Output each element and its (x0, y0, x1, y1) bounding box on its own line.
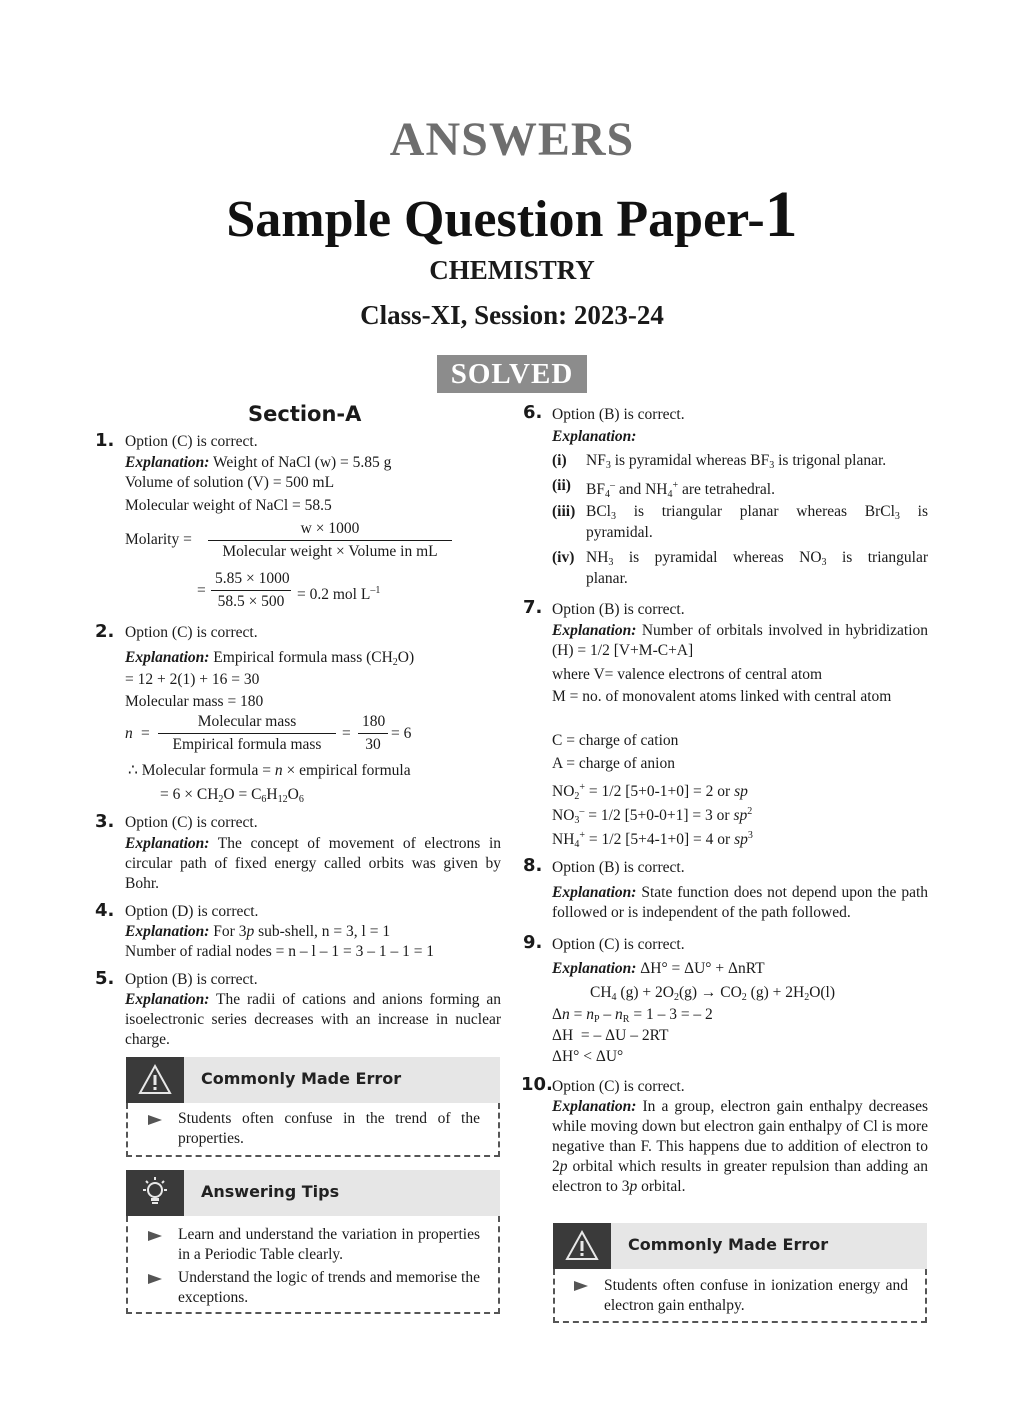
q7-r1c: + (579, 782, 586, 793)
q6-exp-label: Explanation: (552, 428, 637, 445)
q7-r3e: sp (734, 831, 748, 848)
q2-l6g: O (287, 786, 299, 803)
q6-ii-text (586, 476, 775, 505)
error-box-1-bullet-icon (148, 1115, 162, 1125)
q8-option: Option (B) is correct. (552, 859, 685, 876)
q4-option: Option (D) is correct. (125, 903, 259, 920)
q2-option: Option (C) is correct. (125, 624, 258, 641)
q7-text: Number of orbitals involved in hybridization (H) = 1/2 [V+M-C+A] (552, 622, 928, 659)
q9-l3f: – (599, 1006, 616, 1023)
q9-l3b: n (561, 1006, 570, 1023)
q2-l6c: O = C (223, 786, 262, 803)
error-box-1-icon-block (126, 1057, 184, 1103)
q9-l3i: = 1 – 3 = – 2 (629, 1006, 713, 1023)
q6-number: 6. (523, 402, 543, 423)
q9-option: Option (C) is correct. (552, 936, 685, 953)
q9-l3e: P (593, 1014, 600, 1025)
q10-option: Option (C) is correct. (552, 1078, 685, 1095)
q4-line-2: Number of radial nodes = n – l – 1 = 3 – 1 – 1 = 1 (125, 943, 435, 960)
q10-text-e: orbital. (637, 1178, 686, 1195)
error-box-2-item-1: Students often confuse in ionization energy and electron gain enthalpy. (604, 1277, 908, 1314)
q6-iii-c: is triangular planar whereas BrCl (615, 503, 895, 520)
q2-frac2-num: 180 (358, 713, 388, 734)
q2-frac1-num: Molecular mass (158, 713, 336, 734)
q5-text: The radii of cations and anions forming an isoelectronic series decreases with an increase in nuclear charge. (125, 991, 501, 1048)
q7-r2e: sp (733, 807, 748, 824)
q1-fraction-2 (211, 570, 291, 611)
q7-number: 7. (523, 597, 543, 618)
q2-result: = 6 (391, 725, 412, 742)
q6-iii-b: 3 (610, 511, 616, 522)
q2-line-3: Molecular mass = 180 (125, 693, 264, 710)
q7-r2a: NO (552, 807, 575, 824)
q9-line-5: ΔH° < ΔU° (552, 1048, 624, 1065)
q6-i-b: 3 (605, 460, 611, 471)
q2-l6h: 6 (298, 794, 304, 805)
answers-heading: ANSWERS (389, 113, 635, 166)
error-box-1-title: Commonly Made Error (201, 1069, 402, 1088)
q6-i-text (586, 451, 886, 476)
q7-r1d: = 1/2 [5+0-1+0] = 2 or (585, 783, 735, 800)
lightbulb-icon (138, 1176, 172, 1210)
q5-number: 5. (95, 968, 115, 989)
q2-line-2: = 12 + 2(1) + 16 = 30 (125, 671, 260, 688)
q6-ii-c: – (609, 480, 615, 491)
q1-frac1-den: Molecular weight × Volume in mL (222, 543, 438, 560)
q2-n-label: n (125, 725, 133, 742)
tips-box-item-1: Learn and understand the variation in properties in a Periodic Table clearly. (178, 1226, 480, 1263)
q1-frac2-num: 5.85 × 1000 (211, 570, 291, 591)
q3-explanation (125, 834, 501, 894)
q7-exp-label: Explanation: (552, 622, 637, 639)
tips-box-title: Answering Tips (201, 1182, 340, 1201)
error-box-2-bullet-icon (574, 1281, 588, 1291)
q7-line-a: A = charge of anion (552, 755, 675, 772)
q7-line-c: C = charge of cation (552, 732, 679, 749)
warning-icon (565, 1229, 599, 1263)
q6-i-e: is trigonal planar. (774, 452, 887, 469)
q7-r2b: 3 (574, 815, 580, 826)
q6-iv-c: is pyramidal whereas NO (613, 549, 822, 566)
q1-line-3: Molecular weight of NaCl = 58.5 (125, 497, 332, 514)
q6-iii-e: is (899, 503, 928, 520)
error-box-1-header (126, 1057, 500, 1103)
q7-r1b: 2 (574, 791, 580, 802)
q6-ii-label: (ii) (552, 477, 571, 494)
q9-exp-label: Explanation: (552, 960, 637, 977)
paper-title-text: Sample Question Paper- (226, 191, 765, 248)
q10-explanation (552, 1097, 928, 1197)
tips-box-bullet-icon-2 (148, 1274, 162, 1284)
q2-fraction-2 (358, 713, 388, 754)
q7-r1a: NO (552, 783, 575, 800)
q9-l2i: O(l) (809, 984, 836, 1001)
q6-iii-d: 3 (894, 511, 900, 522)
q2-l5c: × empirical formula (282, 762, 411, 779)
q1-line-1 (125, 453, 391, 473)
q7-r3a: NH (552, 831, 575, 848)
q1-frac2-den: 58.5 × 500 (217, 593, 285, 610)
q10-text-d: p (629, 1178, 638, 1195)
q7-r3b: 4 (574, 839, 580, 850)
tips-box-bullet-icon-1 (148, 1231, 162, 1241)
q9-l3h: R (622, 1014, 630, 1025)
q9-l2e: (g) → CO (678, 984, 742, 1001)
q4-l1b: p (246, 923, 255, 940)
q7-line-m: M = no. of monovalent atoms linked with central atom (552, 688, 892, 705)
q2-eq-2: = (342, 725, 351, 742)
tips-box-item-2: Understand the logic of trends and memorise the exceptions. (178, 1269, 480, 1306)
q3-option: Option (C) is correct. (125, 814, 258, 831)
q6-option: Option (B) is correct. (552, 406, 685, 423)
error-box-1-item-1: Students often confuse in the trend of the properties. (178, 1110, 480, 1147)
q1-result (297, 581, 380, 605)
q1-molarity-label: Molarity = (125, 531, 192, 548)
warning-icon (138, 1063, 172, 1097)
q6-ii-f: + (672, 480, 679, 491)
q6-iv-e: is triangular (826, 549, 928, 566)
q1-result-sup: –1 (370, 585, 381, 596)
q8-exp-label: Explanation: (552, 884, 637, 901)
error-box-2-title: Commonly Made Error (628, 1235, 829, 1254)
q6-iv-text (586, 548, 928, 573)
q2-l6d: 6 (261, 794, 267, 805)
q5-exp-label: Explanation: (125, 991, 210, 1008)
q1-exp-label: Explanation: (125, 454, 210, 471)
q1-line-2: Volume of solution (V) = 500 mL (125, 474, 335, 491)
q2-exp-label: Explanation: (125, 649, 210, 666)
q5-explanation (125, 990, 501, 1050)
q9-line-1 (552, 959, 765, 979)
q2-l1: Empirical formula mass (CH (213, 649, 393, 666)
q6-ii-b: 4 (604, 489, 610, 500)
q9-l3c: = (569, 1006, 587, 1023)
q2-l6b: 2 (218, 794, 224, 805)
q9-l2c: (g) + 2O (616, 984, 674, 1001)
q2-l5b: n (274, 762, 283, 779)
q1-eq: = (197, 582, 206, 599)
q7-r1e: sp (734, 783, 748, 800)
q6-ii-d: and NH (614, 481, 668, 498)
q10-exp-label: Explanation: (552, 1098, 637, 1115)
q10-text-c: orbital which results in greater repulsion than adding an electron to 3 (552, 1158, 928, 1195)
q6-i-c: is pyramidal whereas BF (610, 452, 770, 469)
q6-iii-a: BCl (586, 503, 611, 520)
q8-explanation (552, 883, 928, 923)
q9-l3d: n (586, 1006, 594, 1023)
q6-ii-e: 4 (667, 489, 673, 500)
q1-frac1-num: w × 1000 (208, 520, 452, 541)
q9-l2d: 2 (673, 992, 679, 1003)
q2-line-5 (128, 761, 411, 781)
section-heading: Section-A (248, 402, 362, 426)
q2-n-eq: = (141, 725, 150, 742)
q7-r2d: = 1/2 [5+0-0+1] = 3 or (584, 807, 734, 824)
q7-option: Option (B) is correct. (552, 601, 685, 618)
q10-text-a: In a group, electron gain enthalpy decreases while moving down but electron gain enthalpy of Cl is more negative than F. This happens due to addition of electron to 2 (552, 1098, 928, 1175)
q4-number: 4. (95, 900, 115, 921)
q2-fraction-1 (158, 713, 336, 754)
q8-number: 8. (523, 855, 543, 876)
q2-frac1-den: Empirical formula mass (172, 736, 322, 753)
q2-number: 2. (95, 621, 115, 642)
q1-option: Option (C) is correct. (125, 433, 258, 450)
q2-frac2-den: 30 (365, 736, 381, 753)
q1-l1: Weight of NaCl (w) = 5.85 g (213, 454, 392, 471)
q2-l6e: H (266, 786, 278, 803)
q9-l2h: 2 (804, 992, 810, 1003)
q2-l6f: 12 (277, 794, 288, 805)
q9-l3g: n (615, 1006, 623, 1023)
q2-l1-sub: 2 (392, 657, 398, 668)
q7-r3c: + (579, 830, 586, 841)
solved-badge: SOLVED (437, 355, 587, 393)
q7-explanation (552, 621, 928, 661)
q6-iv-b: 3 (608, 557, 614, 568)
q7-line-v: where V= valence electrons of central atom (552, 666, 823, 683)
q6-ii-a: BF (586, 481, 605, 498)
paper-title (0, 180, 1024, 255)
q6-iv-d: 3 (821, 557, 827, 568)
q7-r2f: 2 (747, 806, 753, 817)
q2-l1-end: O) (397, 649, 415, 666)
q6-i-a: NF (586, 452, 606, 469)
q2-line-6 (160, 785, 304, 810)
q9-number: 9. (523, 932, 543, 953)
q4-line-1 (125, 922, 390, 942)
q7-r3f: 3 (747, 830, 753, 841)
q2-l6a: = 6 × CH (160, 786, 219, 803)
q9-l2f: 2 (741, 992, 747, 1003)
q6-iv-cont: planar. (586, 570, 628, 587)
q9-l2g: (g) + 2H (746, 984, 805, 1001)
q4-l1c: sub-shell, n = 3, l = 1 (254, 923, 391, 940)
q1-number: 1. (95, 430, 115, 451)
q9-l2b: 4 (611, 992, 617, 1003)
error-box-2-icon-block (553, 1223, 611, 1269)
q1-fraction-1 (208, 520, 452, 561)
q4-exp-label: Explanation: (125, 923, 210, 940)
q6-ii-g: are tetrahedral. (678, 481, 775, 498)
q6-iv-label: (iv) (552, 549, 575, 566)
q10-number: 10. (521, 1074, 553, 1095)
q9-line-4: ΔH = – ΔU – 2RT (552, 1027, 669, 1044)
q7-r3d: = 1/2 [5+4-1+0] = 4 or (585, 831, 735, 848)
q10-text-b: p (559, 1158, 568, 1175)
q7-result-3 (552, 826, 753, 855)
q6-i-label: (i) (552, 452, 567, 469)
q2-l5a: ∴ Molecular formula = (128, 762, 275, 779)
tips-box-icon-block (126, 1170, 184, 1216)
q4-l1a: For 3 (213, 923, 247, 940)
q9-l2a: CH (590, 984, 612, 1001)
q9-l3a: Δ (552, 1006, 562, 1023)
paper-title-number: 1 (764, 178, 798, 251)
error-box-2-header (553, 1223, 927, 1269)
tips-box-header (126, 1170, 500, 1216)
q3-number: 3. (95, 811, 115, 832)
q3-text: The concept of movement of electrons in circular path of fixed energy called orbits was given by Bohr. (125, 835, 501, 892)
q6-iv-a: NH (586, 549, 609, 566)
q6-iii-cont: pyramidal. (586, 524, 653, 541)
q3-exp-label: Explanation: (125, 835, 210, 852)
q6-iii-label: (iii) (552, 503, 576, 520)
session-heading: Class-XI, Session: 2023-24 (360, 300, 664, 330)
q8-text: State function does not depend upon the path followed or is independent of the path followed. (552, 884, 929, 921)
subject-heading: CHEMISTRY (429, 255, 595, 285)
q6-i-d: 3 (769, 460, 775, 471)
q9-l1: ΔH° = ΔU° + ΔnRT (640, 960, 765, 977)
q7-r2c: – (579, 806, 585, 817)
q5-option: Option (B) is correct. (125, 971, 258, 988)
q1-result-text: = 0.2 mol L (297, 586, 371, 603)
